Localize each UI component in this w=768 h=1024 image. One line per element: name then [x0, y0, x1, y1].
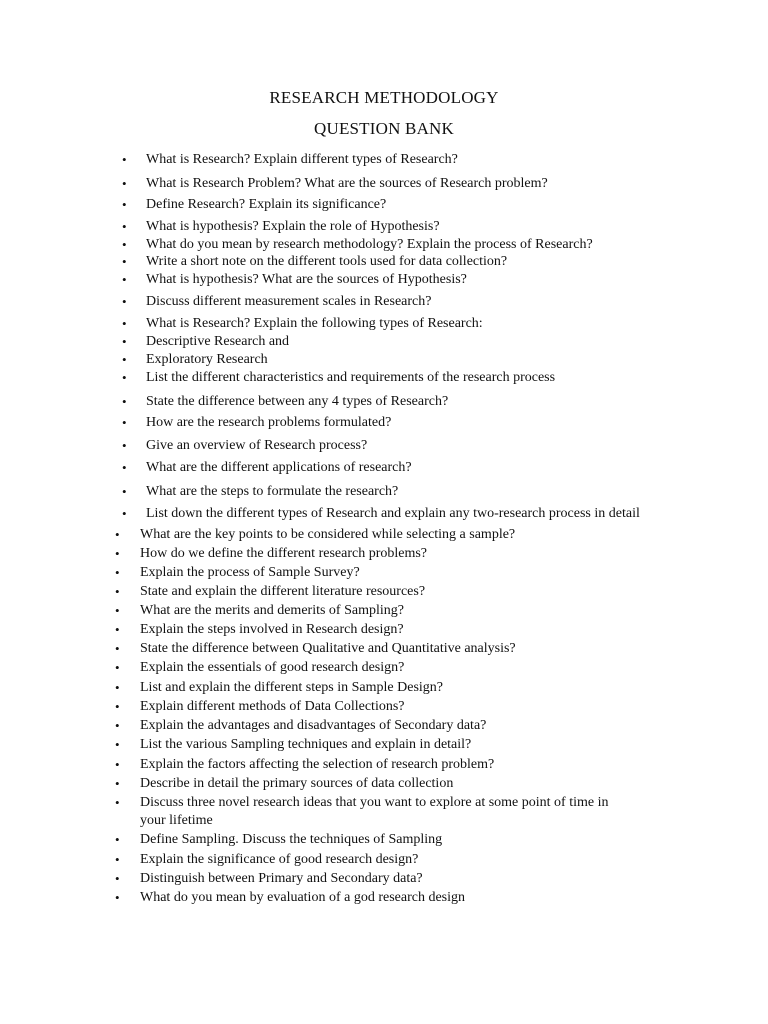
bullet-icon: •: [122, 219, 127, 234]
bullet-icon: •: [115, 699, 120, 714]
bullet-icon: •: [122, 352, 127, 367]
bullet-icon: •: [115, 622, 120, 637]
question-text: State the difference between any 4 types of Research?: [146, 394, 449, 409]
question-text: List down the different types of Research and explain any two-research process in detail: [146, 506, 640, 521]
document-title: RESEARCH METHODOLOGY: [269, 88, 499, 107]
bullet-icon: •: [115, 757, 120, 772]
question-text: List the different characteristics and requirements of the research process: [146, 370, 556, 385]
question-text: your lifetime: [140, 813, 213, 828]
question-text: What is Research? Explain the following types of Research:: [146, 316, 483, 331]
question-text: Explain different methods of Data Collections?: [140, 699, 405, 714]
bullet-icon: •: [122, 237, 127, 252]
bullet-icon: •: [122, 197, 127, 212]
bullet-icon: •: [122, 294, 127, 309]
question-text: What are the steps to formulate the research?: [146, 484, 399, 499]
question-text: Define Sampling. Discuss the techniques of Sampling: [140, 832, 443, 847]
question-text: List and explain the different steps in Sample Design?: [140, 680, 444, 695]
question-text: What is hypothesis? Explain the role of Hypothesis?: [146, 219, 440, 234]
bullet-icon: •: [122, 415, 127, 430]
question-text: Discuss different measurement scales in Research?: [146, 294, 432, 309]
bullet-icon: •: [122, 460, 127, 475]
question-text: Discuss three novel research ideas that you want to explore at some point of time in: [140, 795, 609, 810]
bullet-icon: •: [115, 718, 120, 733]
question-text: Define Research? Explain its significance?: [146, 197, 387, 212]
bullet-icon: •: [115, 603, 120, 618]
bullet-icon: •: [115, 680, 120, 695]
question-text: What is Research Problem? What are the sources of Research problem?: [146, 176, 548, 191]
question-text: State the difference between Qualitative and Quantitative analysis?: [140, 641, 516, 656]
bullet-icon: •: [122, 438, 127, 453]
question-text: Explain the factors affecting the selection of research problem?: [140, 757, 495, 772]
bullet-icon: •: [122, 394, 127, 409]
question-text: Give an overview of Research process?: [146, 438, 368, 453]
bullet-icon: •: [115, 890, 120, 905]
bullet-icon: •: [115, 776, 120, 791]
bullet-icon: •: [122, 254, 127, 269]
bullet-icon: •: [115, 565, 120, 580]
question-text: State and explain the different literature resources?: [140, 584, 426, 599]
bullet-icon: •: [122, 176, 127, 191]
question-text: Describe in detail the primary sources of data collection: [140, 776, 454, 791]
question-text: How do we define the different research problems?: [140, 546, 428, 561]
question-text: What do you mean by evaluation of a god research design: [140, 890, 466, 905]
question-text: What are the key points to be considered while selecting a sample?: [140, 527, 516, 542]
question-text: What is Research? Explain different types of Research?: [146, 152, 458, 167]
question-text: Explain the process of Sample Survey?: [140, 565, 360, 580]
bullet-icon: •: [115, 852, 120, 867]
question-text: Explain the advantages and disadvantages of Secondary data?: [140, 718, 487, 733]
document-subtitle: QUESTION BANK: [313, 119, 454, 138]
bullet-icon: •: [122, 370, 127, 385]
question-text: Explain the steps involved in Research design?: [140, 622, 404, 637]
bullet-icon: •: [122, 334, 127, 349]
bullet-icon: •: [122, 152, 127, 167]
question-text: What are the different applications of research?: [146, 460, 412, 475]
bullet-icon: •: [115, 584, 120, 599]
question-text: Distinguish between Primary and Secondary data?: [140, 871, 423, 886]
question-text: What do you mean by research methodology? Explain the process of Research?: [146, 237, 593, 252]
question-text: Exploratory Research: [146, 352, 268, 367]
bullet-icon: •: [115, 737, 120, 752]
question-text: Write a short note on the different tools used for data collection?: [146, 254, 508, 269]
question-text: List the various Sampling techniques and explain in detail?: [140, 737, 472, 752]
bullet-icon: •: [115, 546, 120, 561]
bullet-icon: •: [115, 871, 120, 886]
question-text: How are the research problems formulated?: [146, 415, 392, 430]
bullet-icon: •: [122, 506, 127, 521]
bullet-icon: •: [115, 832, 120, 847]
bullet-icon: •: [115, 660, 120, 675]
bullet-icon: •: [122, 316, 127, 331]
question-text: What is hypothesis? What are the sources of Hypothesis?: [146, 272, 467, 287]
bullet-icon: •: [115, 527, 120, 542]
bullet-icon: •: [122, 484, 127, 499]
question-text: Explain the significance of good research design?: [140, 852, 419, 867]
question-text: Descriptive Research and: [146, 334, 290, 349]
question-text: What are the merits and demerits of Sampling?: [140, 603, 404, 618]
question-text: Explain the essentials of good research design?: [140, 660, 405, 675]
bullet-icon: •: [115, 641, 120, 656]
bullet-icon: •: [122, 272, 127, 287]
bullet-icon: •: [115, 795, 120, 810]
